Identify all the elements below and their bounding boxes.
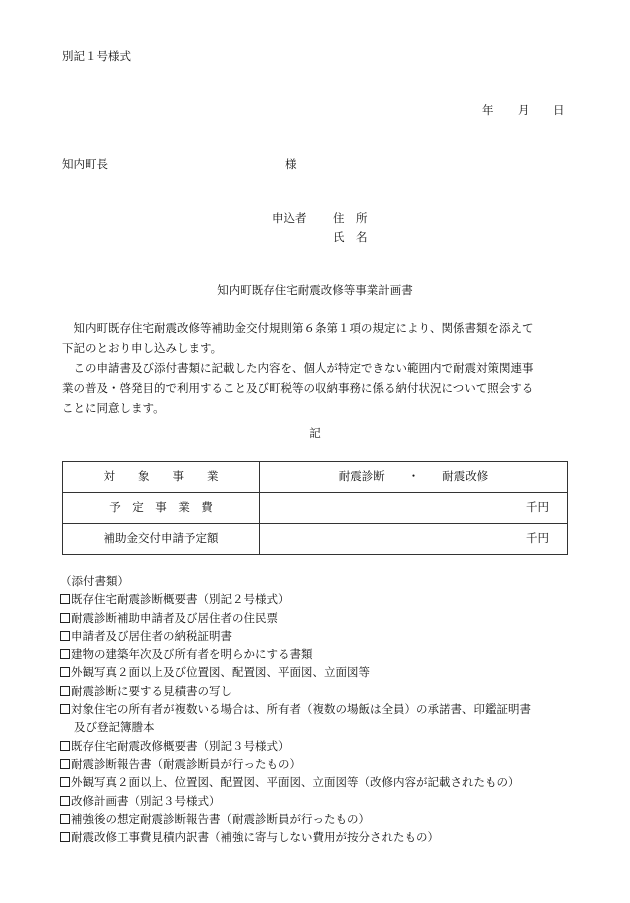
list-item: 耐震改修工事費見積内訳書（補強に寄与しない費用が按分されたもの） <box>60 828 570 846</box>
document-title: 知内町既存住宅耐震改修等事業計画書 <box>217 283 413 297</box>
body-line: この申請書及び添付書類に記載した内容を、個人が特定できない範囲内で耐震対策関連事 <box>62 361 534 375</box>
table-label: 補助金交付申請予定額 <box>63 524 260 555</box>
addressee-name: 知内町長 <box>62 157 108 171</box>
checkbox[interactable] <box>60 796 70 806</box>
applicant-address-label: 住 所 <box>333 211 368 225</box>
attachments-list <box>60 572 570 846</box>
applicant-name-label: 氏 名 <box>333 230 368 244</box>
checkbox[interactable] <box>60 741 70 751</box>
table-label: 予 定 事 業 費 <box>63 493 260 524</box>
checkbox[interactable] <box>60 667 70 677</box>
checkbox[interactable] <box>60 613 70 623</box>
list-item: 外観写真２面以上、位置図、配置図、平面図、立面図等（改修内容が記載されたもの） <box>60 773 570 791</box>
checkbox[interactable] <box>60 686 70 696</box>
list-item: 改修計画書（別記３号様式） <box>60 792 570 810</box>
table-row <box>63 524 568 555</box>
list-item: 外観写真２面以上及び位置図、配置図、平面図、立面図等 <box>60 663 570 681</box>
checkbox[interactable] <box>60 814 70 824</box>
list-item: 耐震診断補助申請者及び居住者の住民票 <box>60 609 570 627</box>
checkbox[interactable] <box>60 759 70 769</box>
list-item: 既存住宅耐震改修概要書（別記３号様式） <box>60 737 570 755</box>
list-item-continuation: 及び登記簿謄本 <box>74 720 155 735</box>
checkbox[interactable] <box>60 649 70 659</box>
table-row <box>63 493 568 524</box>
body-line: 業の普及・啓発目的で利用すること及び町税等の収納事務に係る納付状況について照会する <box>62 381 534 395</box>
body-line: ことに同意します。 <box>62 401 165 415</box>
checkbox[interactable] <box>60 594 70 604</box>
table-value: 千円 <box>260 493 568 524</box>
table-label: 対 象 事 業 <box>63 462 260 493</box>
form-number: 別記１号様式 <box>62 49 131 63</box>
table-value: 千円 <box>260 524 568 555</box>
body-line: 下記のとおり申し込みします。 <box>62 341 223 355</box>
table-value: 耐震診断 ・ 耐震改修 <box>260 462 568 493</box>
date-year-label: 年 <box>482 103 494 117</box>
applicant-role: 申込者 <box>272 211 307 225</box>
checkbox[interactable] <box>60 704 70 714</box>
list-item: 建物の建築年次及び所有者を明らかにする書類 <box>60 645 570 663</box>
body-text <box>62 318 568 418</box>
date-day-label: 日 <box>553 103 565 117</box>
checkbox[interactable] <box>60 832 70 842</box>
addressee-honorific: 様 <box>285 157 297 171</box>
project-table <box>62 461 568 555</box>
checkbox[interactable] <box>60 777 70 787</box>
attachments-heading: （添付書類） <box>60 574 129 588</box>
date-month-label: 月 <box>518 103 530 117</box>
list-item: 申請者及び居住者の納税証明書 <box>60 627 570 645</box>
ki-heading: 記 <box>309 426 321 440</box>
list-item: 補強後の想定耐震診断報告書（耐震診断員が行ったもの） <box>60 810 570 828</box>
list-item: 既存住宅耐震診断概要書（別記２号様式） <box>60 590 570 608</box>
table-row <box>63 462 568 493</box>
list-item: 耐震診断報告書（耐震診断員が行ったもの） <box>60 755 570 773</box>
body-line: 知内町既存住宅耐震改修等補助金交付規則第６条第１項の規定により、関係書類を添えて <box>62 321 534 335</box>
list-item: 対象住宅の所有者が複数いる場合は、所有者（複数の場飯は全員）の承諾書、印鑑証明書 <box>60 700 570 718</box>
checkbox[interactable] <box>60 631 70 641</box>
list-item: 耐震診断に要する見積書の写し <box>60 682 570 700</box>
